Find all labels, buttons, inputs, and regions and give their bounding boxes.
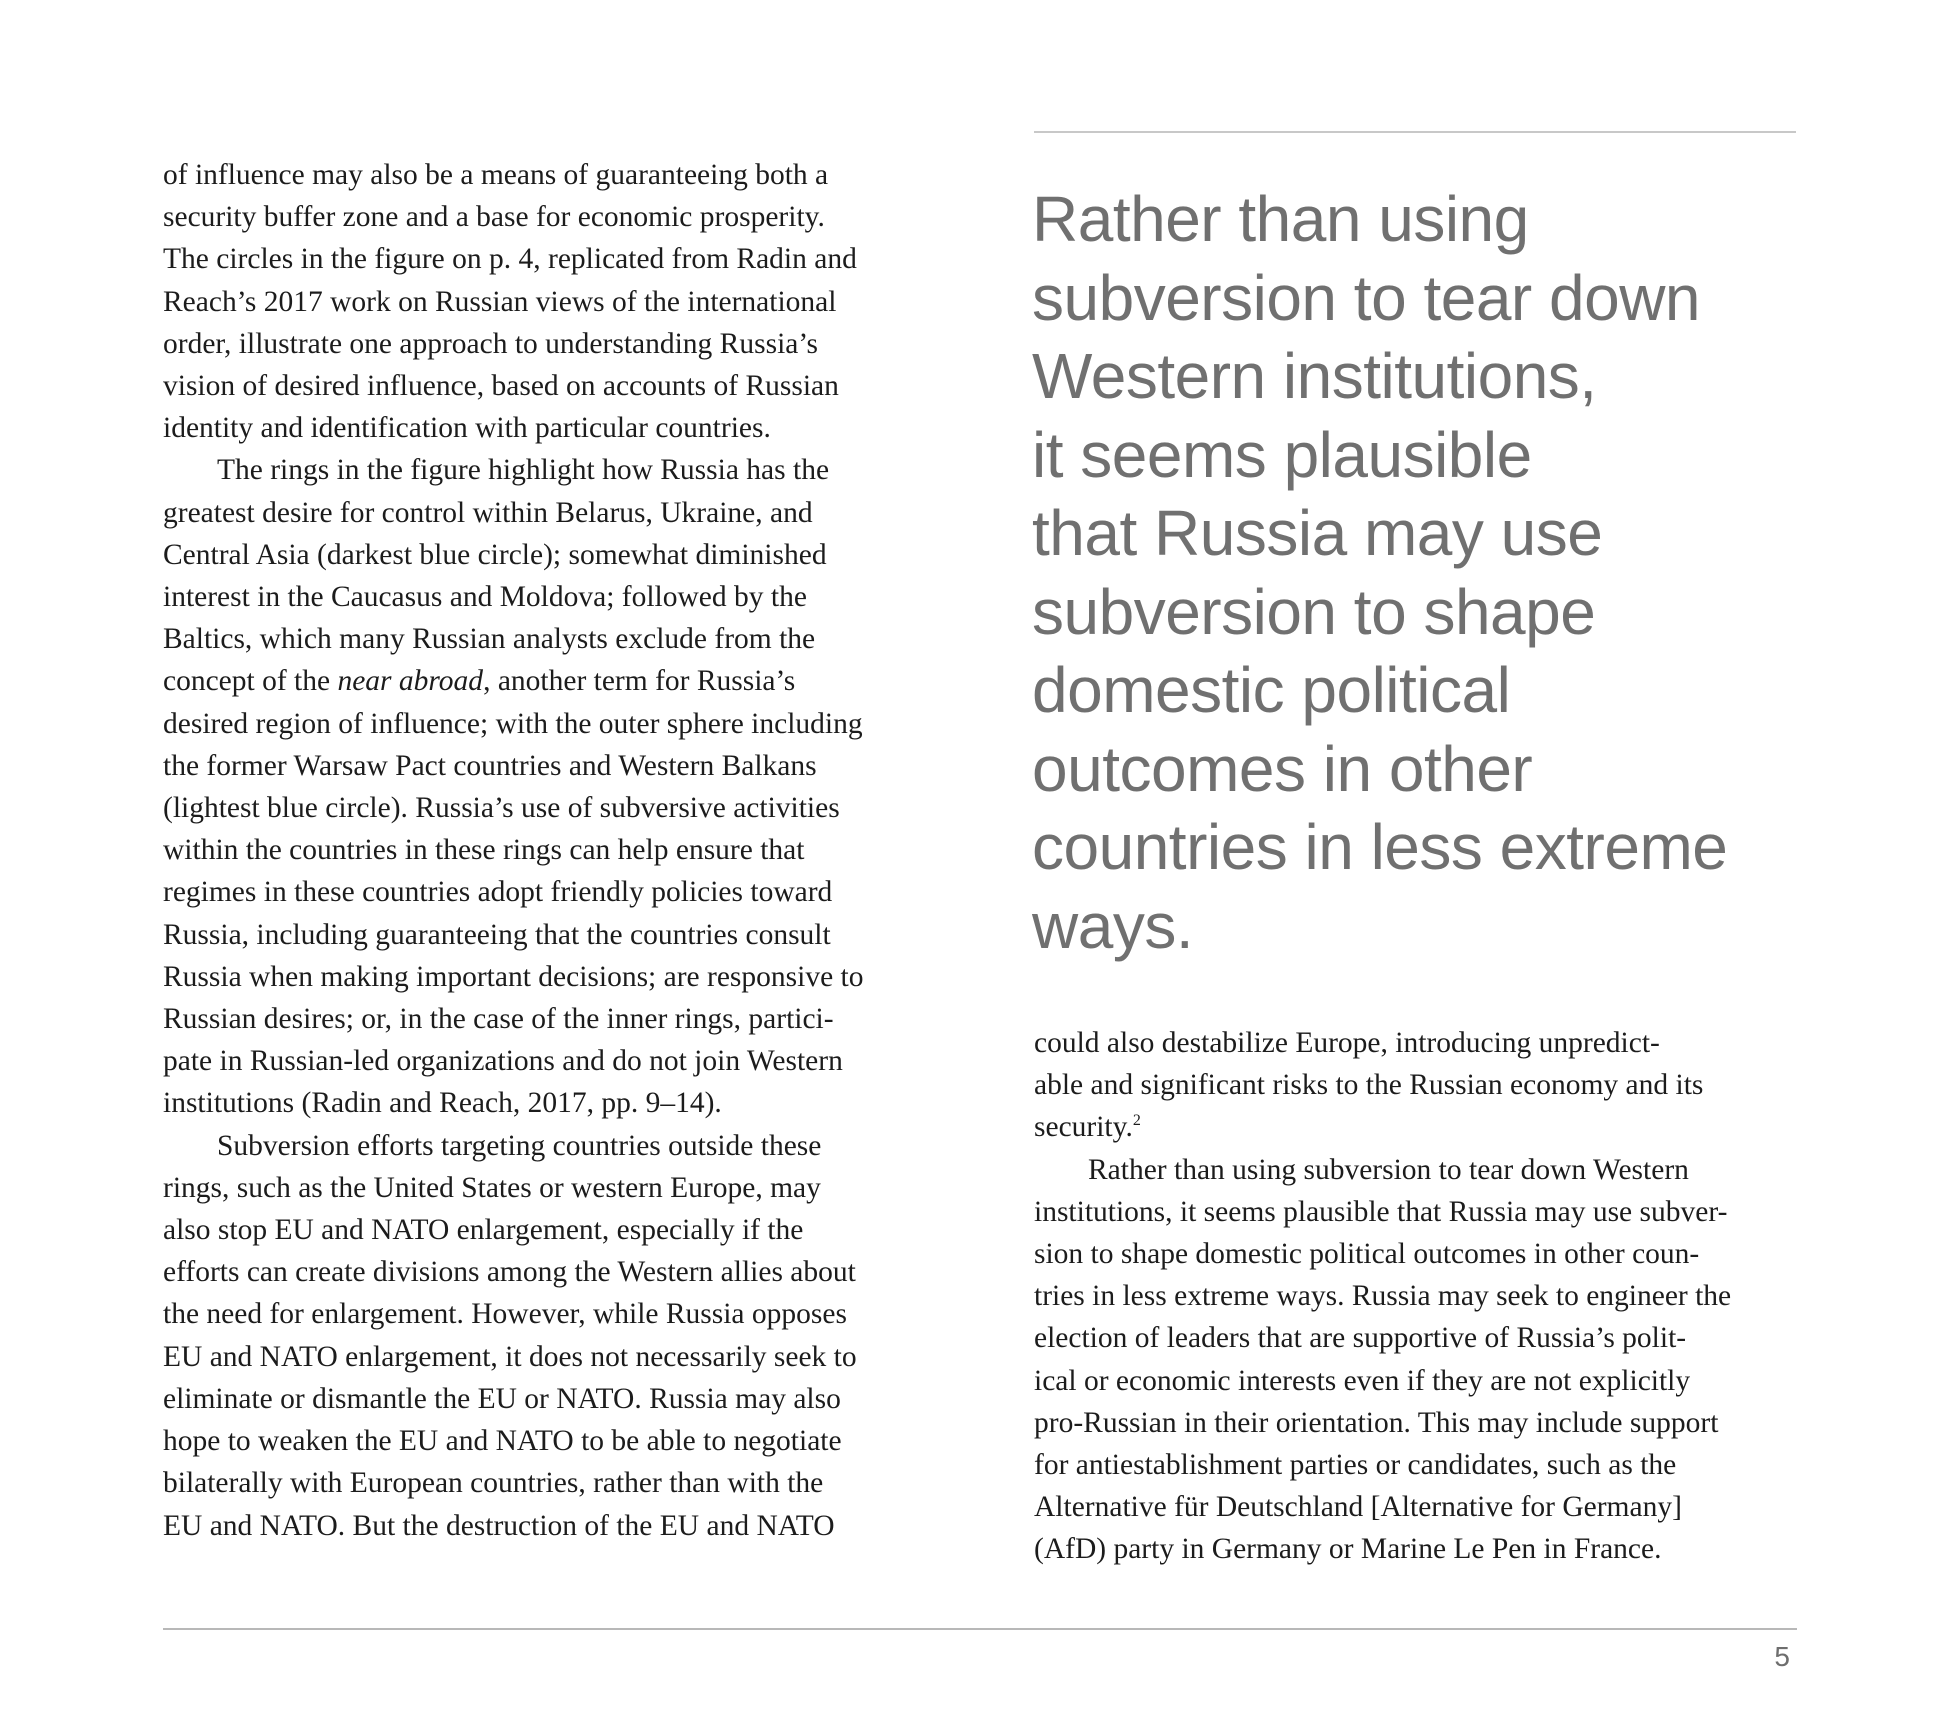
pull-quote-line: that Russia may use: [1032, 497, 1603, 569]
body-text-line: Baltics, which many Russian analysts exclude from the: [163, 623, 816, 656]
body-text-line: security buffer zone and a base for economic prosperity.: [163, 201, 825, 234]
body-text-line: regimes in these countries adopt friendly policies toward: [163, 876, 833, 909]
body-text-line: ical or economic interests even if they are not explicitly: [1034, 1364, 1691, 1397]
footnote-marker[interactable]: 2: [1132, 1112, 1141, 1130]
pull-quote-line: outcomes in other: [1032, 732, 1533, 805]
body-text-line: sion to shape domestic political outcomes in other coun-: [1034, 1238, 1700, 1271]
pull-quote-line: subversion to tear down: [1032, 261, 1700, 334]
body-text-line: Central Asia (darkest blue circle); somewhat diminished: [163, 538, 827, 571]
body-text-line: [163, 660, 933, 702]
body-text-line: Alternative für Deutschland [Alternative for Germany]: [1034, 1491, 1682, 1524]
body-text-line: greatest desire for control within Belarus, Ukraine, and: [163, 496, 813, 529]
page-number: 5: [1774, 1641, 1790, 1672]
pull-quote-line: Rather than using: [1032, 183, 1529, 255]
body-text-line: [1034, 1106, 1804, 1148]
body-text-line: desired region of influence; with the outer sphere including: [163, 707, 863, 740]
body-text-line: the need for enlargement. However, while Russia opposes: [163, 1298, 847, 1331]
pull-quote: [1032, 180, 1812, 965]
body-text-line: efforts can create divisions among the Western allies about: [163, 1256, 856, 1289]
pull-quote-divider: [1034, 131, 1796, 133]
footer-divider: [163, 1628, 1797, 1630]
body-text-line: The circles in the figure on p. 4, replicated from Radin and: [163, 243, 857, 276]
body-text-line: interest in the Caucasus and Moldova; followed by the: [163, 581, 807, 614]
body-text-line: of influence may also be a means of guaranteeing both a: [163, 159, 829, 191]
body-text-line: order, illustrate one approach to understanding Russia’s: [163, 327, 819, 360]
body-text-line: election of leaders that are supportive of Russia’s polit-: [1034, 1322, 1687, 1355]
body-text-line: Subversion efforts targeting countries outside these: [217, 1129, 822, 1162]
body-text-segment: , another term for Russia’s: [483, 665, 796, 698]
body-text-line: Rather than using subversion to tear down Western: [1088, 1153, 1689, 1186]
body-text-line: identity and identification with particular countries.: [163, 412, 771, 445]
body-text-line: within the countries in these rings can help ensure that: [163, 834, 805, 867]
pull-quote-line: countries in less extreme: [1032, 811, 1728, 883]
pull-quote-line: domestic political: [1032, 654, 1511, 726]
body-text-line: rings, such as the United States or western Europe, may: [163, 1171, 821, 1204]
body-text-line: pate in Russian-led organizations and do not join Western: [163, 1045, 843, 1078]
body-text-line: vision of desired influence, based on accounts of Russian: [163, 370, 839, 403]
body-text-segment: security.: [1034, 1111, 1133, 1144]
body-text-line: Russia when making important decisions; are responsive to: [163, 960, 864, 993]
body-text-line: eliminate or dismantle the EU or NATO. Russia may also: [163, 1382, 841, 1415]
body-text-line: The rings in the figure highlight how Russia has the: [217, 454, 830, 487]
body-text-line: (AfD) party in Germany or Marine Le Pen in France.: [1034, 1533, 1662, 1566]
pull-quote-line: it seems plausible: [1032, 418, 1532, 491]
body-text-line: Russia, including guaranteeing that the countries consult: [163, 918, 831, 951]
italic-term: near abroad: [337, 665, 484, 698]
body-text-line: EU and NATO. But the destruction of the EU and NATO: [163, 1509, 835, 1542]
body-text-line: pro-Russian in their orientation. This may include support: [1034, 1406, 1719, 1439]
body-text-line: hope to weaken the EU and NATO to be able to negotiate: [163, 1425, 842, 1458]
body-text-line: Russian desires; or, in the case of the inner rings, partici-: [163, 1003, 834, 1036]
body-text-line: for antiestablishment parties or candidates, such as the: [1034, 1449, 1677, 1482]
body-text-line: also stop EU and NATO enlargement, especially if the: [163, 1214, 804, 1247]
right-text-column: [1034, 1022, 1804, 1571]
pull-quote-line: Western institutions,: [1032, 340, 1597, 412]
body-text-line: (lightest blue circle). Russia’s use of subversive activities: [163, 792, 840, 825]
left-text-column: [163, 154, 933, 1547]
body-text-line: bilaterally with European countries, rather than with the: [163, 1467, 824, 1500]
body-text-line: tries in less extreme ways. Russia may seek to engineer the: [1034, 1280, 1732, 1313]
body-text-line: able and significant risks to the Russian economy and its: [1034, 1069, 1704, 1102]
pull-quote-line: ways.: [1032, 889, 1194, 962]
body-text-line: could also destabilize Europe, introducing unpredict-: [1034, 1027, 1660, 1059]
body-text-line: Reach’s 2017 work on Russian views of the international: [163, 285, 837, 318]
body-text-line: institutions, it seems plausible that Russia may use subver-: [1034, 1195, 1728, 1228]
body-text-line: the former Warsaw Pact countries and Western Balkans: [163, 749, 817, 782]
body-text-segment: concept of the: [163, 665, 338, 698]
body-text-line: institutions (Radin and Reach, 2017, pp. 9–14).: [163, 1087, 722, 1120]
pull-quote-line: subversion to shape: [1032, 575, 1596, 648]
body-text-line: EU and NATO enlargement, it does not necessarily seek to: [163, 1340, 857, 1373]
